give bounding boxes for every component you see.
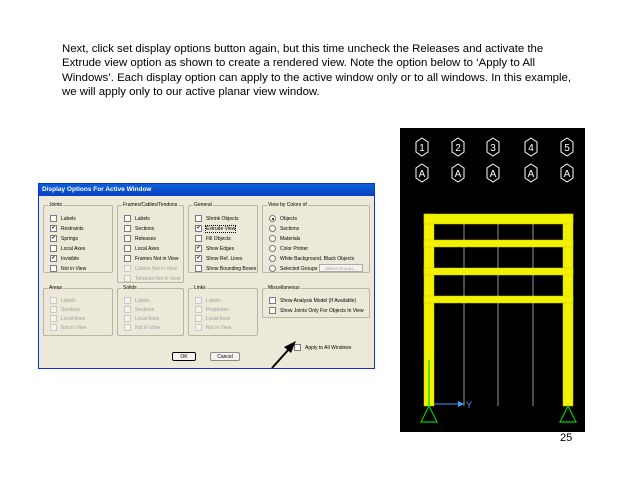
grid-letter-label: A: [489, 169, 497, 180]
page-number: 25: [560, 432, 573, 444]
checkbox-icon[interactable]: [124, 245, 131, 252]
checkbox-icon: [124, 306, 131, 313]
checkbox-icon[interactable]: [50, 265, 57, 272]
checkbox-icon[interactable]: [50, 215, 57, 222]
instructions-line: Windows’. Each display option can apply to the active window only or to all windows. In this example,: [62, 71, 572, 84]
areas-labels-checkbox: Labels: [50, 297, 76, 304]
fill-objects-checkbox[interactable]: Fill Objects: [195, 235, 231, 242]
joints-restraints-checkbox[interactable]: ✔ Restraints: [51, 225, 84, 232]
view-by-colors-group-title: View by Colors of: [268, 202, 307, 208]
checkbox-icon: [195, 315, 202, 322]
joints-group: [43, 202, 113, 273]
joints-springs-checkbox[interactable]: ✔ Springs: [51, 235, 78, 242]
checkbox-icon: [195, 297, 202, 304]
checkbox-icon[interactable]: [195, 265, 202, 272]
grid-number-label: 3: [490, 143, 496, 154]
checkbox-icon: [50, 324, 57, 331]
grid-number-label: 2: [455, 143, 461, 154]
show-joints-only-checkbox[interactable]: Show Joints Only For Objects In View: [269, 307, 364, 314]
checkbox-icon: [124, 324, 131, 331]
areas-local-axes-checkbox: Local Axes: [50, 315, 85, 322]
checkbox-icon[interactable]: [269, 307, 276, 314]
miscellaneous-group: [262, 285, 370, 318]
checkbox-icon[interactable]: [195, 215, 202, 222]
general-group-title: General: [194, 202, 212, 208]
grid-letter-label: A: [527, 169, 535, 180]
solids-group: [117, 285, 184, 336]
frames-not-in-view-checkbox[interactable]: Frames Not in View: [124, 255, 179, 262]
solids-local-axes-checkbox: Local Axes: [124, 315, 159, 322]
checkmark-icon[interactable]: ✔: [51, 225, 56, 231]
cancel-button[interactable]: Cancel: [210, 352, 240, 361]
extrude-view-checkbox[interactable]: ✔ Extrude View: [196, 225, 236, 232]
links-local-axes-checkbox: Local Axes: [195, 315, 230, 322]
select-groups-button[interactable]: Select Groups...: [319, 264, 363, 272]
solids-group-title: Solids: [123, 285, 137, 291]
checkmark-icon[interactable]: ✔: [196, 225, 201, 231]
extruded-frame: [424, 214, 573, 406]
axis-label: Y: [466, 400, 473, 410]
white-background-radio[interactable]: White Background, Black Objects: [269, 255, 354, 262]
instructions-paragraph: [62, 42, 582, 100]
color-objects-radio[interactable]: Objects: [269, 215, 297, 222]
shrink-objects-checkbox[interactable]: Shrink Objects: [195, 215, 239, 222]
miscellaneous-group-title: Miscellaneous: [268, 285, 300, 291]
tendons-not-in-view-checkbox: Tendons Not in View: [124, 275, 181, 282]
checkbox-icon: [124, 315, 131, 322]
support-icon: [421, 360, 576, 422]
links-labels-checkbox: Labels: [195, 297, 221, 304]
instructions-line: Next, click set display options button again, but this time uncheck the Releases and activate the: [62, 43, 544, 55]
color-printer-radio[interactable]: Color Printer: [269, 245, 308, 252]
checkmark-icon[interactable]: ✔: [196, 255, 201, 261]
radio-selected-icon[interactable]: [269, 215, 276, 222]
grid-letter-bubbles: [416, 164, 573, 182]
joints-local-axes-checkbox[interactable]: Local Axes: [50, 245, 85, 252]
joints-not-in-view-checkbox[interactable]: Not in View: [50, 265, 86, 272]
checkmark-icon[interactable]: ✔: [196, 245, 201, 251]
frames-labels-checkbox[interactable]: Labels: [124, 215, 150, 222]
grid-number-bubbles: [416, 138, 573, 156]
checkbox-icon[interactable]: [195, 235, 202, 242]
checkmark-icon[interactable]: ✔: [51, 235, 56, 241]
checkbox-icon[interactable]: [124, 225, 131, 232]
display-options-dialog: [38, 183, 375, 369]
frames-local-axes-checkbox[interactable]: Local Axes: [124, 245, 159, 252]
checkbox-icon[interactable]: [50, 245, 57, 252]
frames-group-title: Frames/Cables/Tendons: [123, 202, 178, 208]
frames-sections-checkbox[interactable]: Sections: [124, 225, 154, 232]
color-materials-radio[interactable]: Materials: [269, 235, 300, 242]
show-bounding-boxes-checkbox[interactable]: Show Bounding Boxes: [195, 265, 256, 272]
checkbox-icon: [124, 297, 131, 304]
checkbox-icon: [50, 306, 57, 313]
checkbox-icon: [195, 306, 202, 313]
grid-letter-label: A: [418, 169, 426, 180]
checkbox-icon[interactable]: [269, 297, 276, 304]
links-not-in-view-checkbox: Not in View: [195, 324, 231, 331]
frames-releases-checkbox[interactable]: Releases: [124, 235, 156, 242]
model-view-window: [400, 128, 585, 432]
general-group: [188, 202, 258, 273]
frames-group: [117, 202, 184, 283]
grid-number-label: 1: [419, 143, 425, 154]
links-group: [188, 285, 258, 336]
instructions-line: Extrude view option as shown to create a rendered view. Note the option below to ‘Apply to All: [62, 57, 535, 70]
checkbox-icon[interactable]: [124, 255, 131, 262]
checkbox-icon: [50, 315, 57, 322]
areas-group-title: Areas: [49, 285, 63, 291]
checkmark-icon[interactable]: ✔: [51, 255, 56, 261]
view-by-colors-group: [262, 202, 370, 273]
radio-icon[interactable]: [269, 235, 276, 242]
areas-not-in-view-checkbox: Not in View: [50, 324, 86, 331]
radio-icon[interactable]: [269, 265, 276, 272]
checkbox-icon: [124, 265, 131, 272]
areas-sections-checkbox: Sections: [50, 306, 80, 313]
color-sections-radio[interactable]: Sections: [269, 225, 299, 232]
radio-icon[interactable]: [269, 245, 276, 252]
cables-not-in-view-checkbox: Cables Not in View: [124, 265, 177, 272]
checkbox-icon: [124, 275, 131, 282]
solids-sections-checkbox: Sections: [124, 306, 154, 313]
show-ref-lines-checkbox[interactable]: ✔ Show Ref. Lines: [196, 255, 243, 262]
axis-indicator: [434, 400, 472, 410]
checkbox-icon[interactable]: [124, 235, 131, 242]
instructions-line: we will apply only to our active planar view window.: [62, 86, 320, 99]
ok-button[interactable]: OK: [172, 352, 196, 361]
joints-labels-checkbox[interactable]: Labels: [50, 215, 76, 222]
joints-invisible-checkbox[interactable]: ✔ Invisible: [51, 255, 80, 262]
pointer-arrow-icon: [268, 336, 300, 372]
links-properties-checkbox: Properties: [195, 306, 229, 313]
reference-lines: [464, 220, 533, 406]
solids-not-in-view-checkbox: Not in View: [124, 324, 160, 331]
grid-number-label: 5: [564, 143, 570, 154]
radio-icon[interactable]: [269, 225, 276, 232]
areas-group: [43, 285, 113, 336]
grid-letter-label: A: [454, 169, 462, 180]
checkbox-icon: [50, 297, 57, 304]
solids-labels-checkbox: Labels: [124, 297, 150, 304]
checkbox-icon[interactable]: [124, 215, 131, 222]
frame-model-drawing: [400, 128, 585, 432]
dialog-title: Display Options For Active Window: [39, 184, 374, 196]
checkbox-icon: [195, 324, 202, 331]
selected-groups-radio[interactable]: Selected Groups: [269, 265, 317, 272]
show-analysis-model-checkbox[interactable]: Show Analysis Model (If Available): [269, 297, 356, 304]
joints-group-title: Joints: [49, 202, 63, 208]
apply-to-all-windows-checkbox[interactable]: Apply to All Windows: [294, 344, 351, 351]
show-edges-checkbox[interactable]: ✔ Show Edges: [196, 245, 235, 252]
grid-letter-label: A: [563, 169, 571, 180]
links-group-title: Links: [194, 285, 206, 291]
grid-number-label: 4: [528, 143, 534, 154]
radio-icon[interactable]: [269, 255, 276, 262]
